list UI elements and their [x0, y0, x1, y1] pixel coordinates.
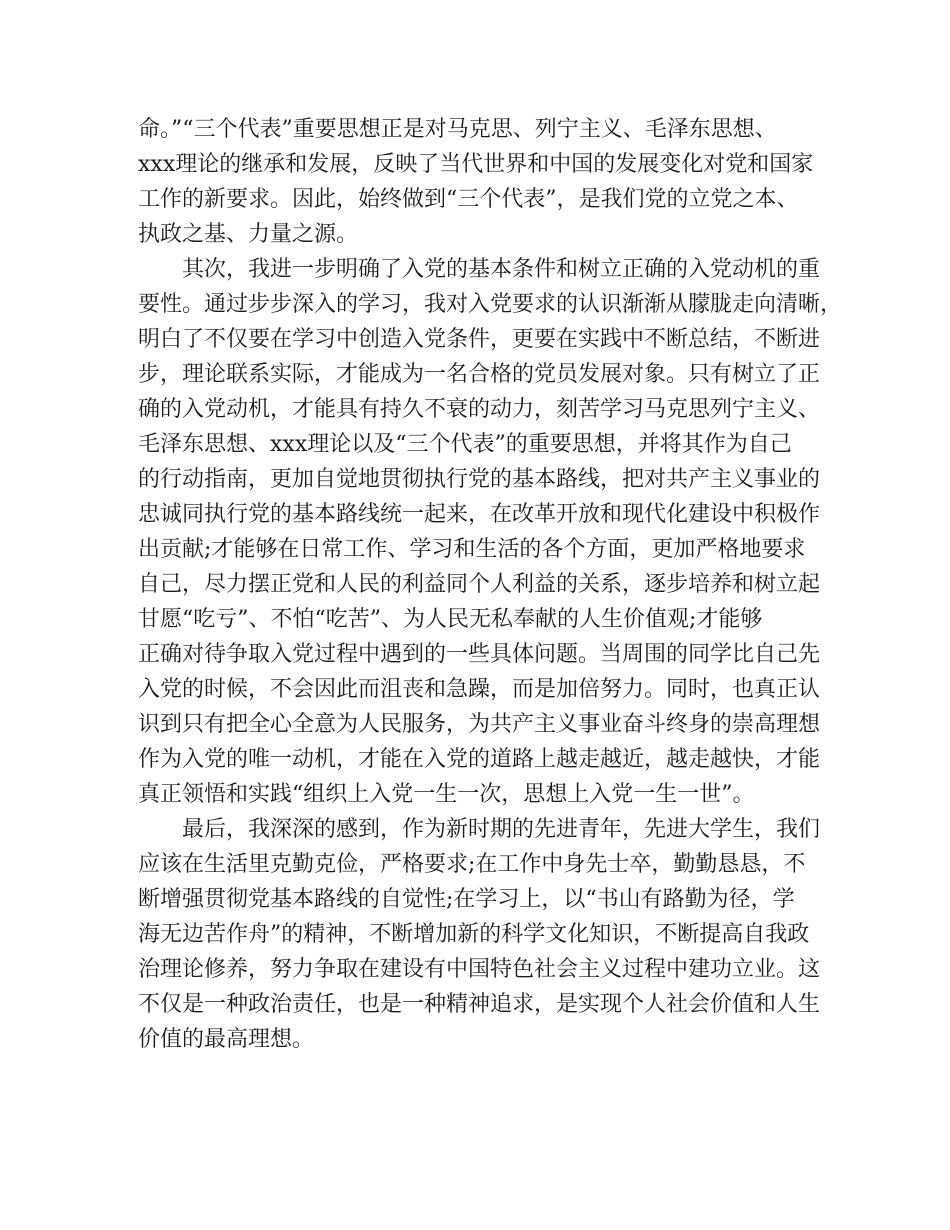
text-line: 命。”“三个代表”重要思想正是对马克思、列宁主义、毛泽东思想、	[138, 117, 777, 142]
text-line: xxx理论的继承和发展，反映了当代世界和中国的发展变化对党和国家	[138, 152, 814, 177]
text-line: 执政之基、力量之源。	[138, 222, 359, 247]
text-line: 甘愿“吃亏”、不怕“吃苦”、为人民无私奉献的人生价值观;才能够	[138, 607, 763, 632]
text-line: 毛泽东思想、xxx理论以及“三个代表”的重要思想，并将其作为自己	[138, 432, 792, 457]
text-line: 不仅是一种政治责任，也是一种精神追求，是实现个人社会价值和人生	[138, 992, 821, 1017]
text-line: 明白了不仅要在学习中创造入党条件，更要在实践中不断总结，不断进	[138, 327, 821, 352]
text-line: 断增强贯彻党基本路线的自觉性;在学习上，以“书山有路勤为径，学	[138, 887, 795, 912]
text-line: 作为入党的唯一动机，才能在入党的道路上越走越近，越走越快，才能	[138, 747, 821, 772]
text-line: 正确对待争取入党过程中遇到的一些具体问题。当周围的同学比自己先	[138, 642, 821, 667]
text-line: 海无边苦作舟”的精神，不断增加新的科学文化知识，不断提高自我政	[138, 922, 810, 947]
text-line: 价值的最高理想。	[138, 1027, 315, 1052]
text-line: 自己，尽力摆正党和人民的利益同个人利益的关系，逐步培养和树立起	[138, 572, 821, 597]
text-line: 真正领悟和实践“组织上入党一生一次，思想上入党一生一世”。	[138, 782, 755, 807]
text-line: 入党的时候，不会因此而沮丧和急躁，而是加倍努力。同时，也真正认	[138, 677, 821, 702]
paragraph-start-line: 其次，我进一步明确了入党的基本条件和树立正确的入党动机的重	[182, 257, 821, 282]
paragraph-start-line: 最后，我深深的感到，作为新时期的先进青年，先进大学生，我们	[182, 817, 821, 842]
text-line: 识到只有把全心全意为人民服务，为共产主义事业奋斗终身的崇高理想	[138, 712, 821, 737]
text-line: 要性。通过步步深入的学习，我对入党要求的认识渐渐从朦胧走向清晰，	[138, 292, 843, 317]
text-line: 的行动指南，更加自觉地贯彻执行党的基本路线，把对共产主义事业的	[138, 467, 821, 492]
text-line: 应该在生活里克勤克俭，严格要求;在工作中身先士卒，勤勤恳恳，不	[138, 852, 806, 877]
text-line: 出贡献;才能够在日常工作、学习和生活的各个方面，更加严格地要求	[138, 537, 806, 562]
text-line: 忠诚同执行党的基本路线统一起来，在改革开放和现代化建设中积极作	[138, 502, 821, 527]
text-line: 工作的新要求。因此，始终做到“三个代表”，是我们党的立党之本、	[138, 187, 799, 212]
text-line: 治理论修养，努力争取在建设有中国特色社会主义过程中建功立业。这	[138, 957, 821, 982]
text-line: 步，理论联系实际，才能成为一名合格的党员发展对象。只有树立了正	[138, 362, 821, 387]
document-body	[138, 112, 843, 1057]
text-line: 确的入党动机，才能具有持久不衰的动力，刻苦学习马克思列宁主义、	[138, 397, 821, 422]
